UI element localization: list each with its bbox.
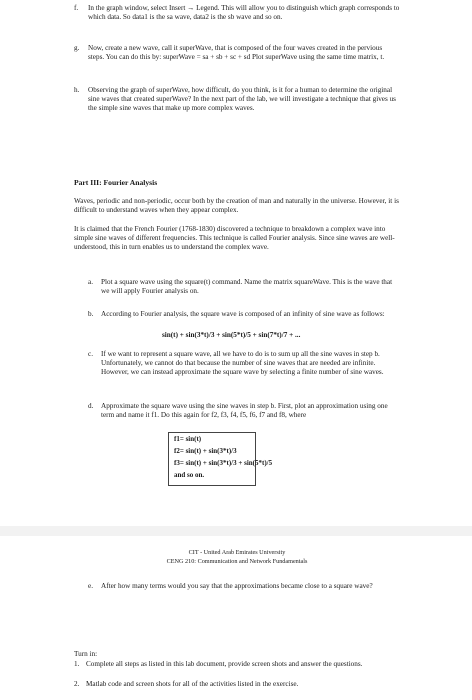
turn-in-number: 1.: [74, 660, 80, 668]
turn-in-item: [74, 680, 400, 690]
turn-in-text: Complete all steps as listed in this lab document, provide screen shots and answer the questions.: [86, 660, 363, 668]
formula-f3: f3= sin(t) + sin(3*t)/3 + sin(5*t)/5: [174, 459, 273, 467]
approximation-formula-box: [168, 432, 273, 486]
turn-in-text: Matlab code and screen shots for all of the activities listed in the exercise.: [86, 680, 299, 688]
item-label: h.: [74, 86, 80, 94]
approximation-box-wrapper: [74, 432, 400, 488]
turn-in-item: [74, 660, 400, 680]
item-text: If we want to represent a square wave, all we have to do is to sum up all the sine waves in step b. Unfortunately, we cannot do that because the number of sine waves that are needed are infinite. However, we can instead approximate the square wave by selecting a finite number of sine waves.: [101, 350, 384, 377]
item-label: c.: [88, 350, 93, 358]
item-label: e.: [88, 582, 93, 590]
fourier-series-formula: sin(t) + sin(3*t)/3 + sin(5*t)/5 + sin(7*t)/7 + ...: [162, 331, 301, 339]
turn-in-number: 2.: [74, 680, 80, 688]
header-university: CIT - United Arab Emirates University: [188, 549, 286, 556]
item-label: d.: [88, 402, 94, 410]
item-label: a.: [88, 278, 93, 286]
item-text: Plot a square wave using the square(t) command. Name the matrix squareWave. This is the wave that we will apply Fourier analysis on.: [101, 278, 393, 296]
list-item-e: [88, 582, 400, 602]
list-item-c: [88, 350, 400, 392]
list-item-g: [74, 44, 400, 76]
list-item-f: [74, 4, 400, 36]
formula-f1: f1= sin(t): [174, 435, 202, 443]
item-label: g.: [74, 44, 80, 52]
list-item-a: [88, 278, 400, 298]
paragraph-fourier: It is claimed that the French Fourier (1768-1830) discovered a technique to breakdown a complex wave into simple sine waves of different frequencies. This technique is called Fourier analysis. Since sine waves are well-understood, this in turn enables us to understand the complex wave.: [74, 225, 395, 252]
item-label: b.: [88, 310, 94, 318]
list-item-h: [74, 86, 400, 128]
page-1-content: [74, 0, 400, 526]
document-page-2: [0, 536, 472, 700]
header-course: CENG 210: Communication and Network Fundamentals: [166, 558, 308, 565]
formula-continuation: and so on.: [174, 471, 205, 479]
section-heading-part-3: Part III: Fourier Analysis: [74, 178, 158, 187]
turn-in-title: Turn in:: [74, 650, 98, 658]
item-text: After how many terms would you say that the approximations became close to a square wave?: [101, 582, 373, 590]
item-text: Now, create a new wave, call it superWave, that is composed of the four waves created in the pervious steps. You can do this by: superWave = sa + sb + sc + sd Plot superWave using the same time matrix, t.: [88, 44, 385, 62]
list-item-d: [88, 402, 400, 434]
item-text: Observing the graph of superWave, how difficult, do you think, is it for a human to determine the original sine waves that created superWave? In the next part of the lab, we will investigate a technique that gives us the simple sine waves that make up more complex waves.: [88, 86, 396, 113]
page-2-content: [74, 536, 400, 700]
turn-in-section: [74, 650, 400, 698]
item-text: Approximate the square wave using the sine waves in step b. First, plot an approximation using one term and name it f1. Do this again for f2, f3, f4, f5, f6, f7 and f8, where: [101, 402, 388, 420]
item-label: f.: [74, 4, 79, 12]
formula-f2: f2= sin(t) + sin(3*t)/3: [174, 447, 237, 455]
item-text: According to Fourier analysis, the square wave is composed of an infinity of sine wave as follows:: [101, 310, 385, 318]
paragraph-intro: Waves, periodic and non-periodic, occur both by the creation of man and naturally in the universe. However, it is difficult to understand waves when they appear complex.: [74, 197, 399, 215]
list-item-b: [88, 310, 400, 330]
item-text: In the graph window, select Insert → Legend. This will allow you to distinguish which graph corresponds to which data. So data1 is the sa wave, data2 is the sb wave and so on.: [88, 4, 400, 22]
